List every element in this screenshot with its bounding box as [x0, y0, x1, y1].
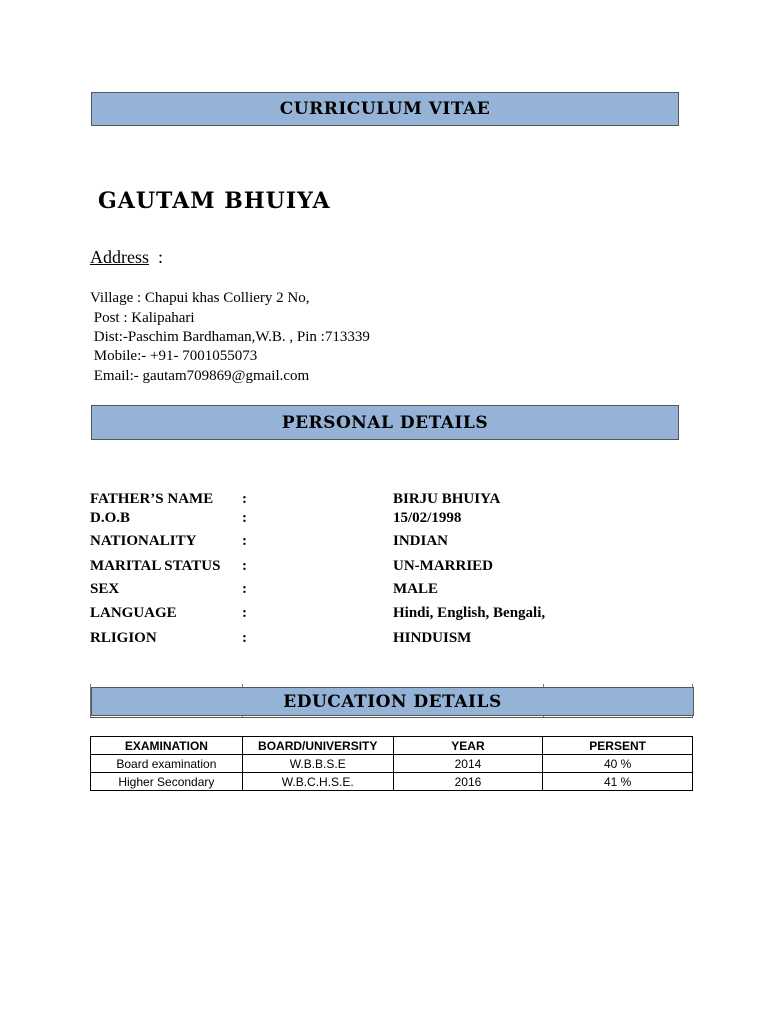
column-header-examination: EXAMINATION [91, 737, 243, 755]
address-line-village: Village : Chapui khas Colliery 2 No, [90, 290, 310, 306]
personal-separator: : [242, 510, 247, 526]
personal-row-father [90, 491, 690, 511]
table-cell: 40 % [543, 755, 693, 773]
personal-value: UN-MARRIED [393, 558, 493, 574]
personal-value: BIRJU BHUIYA [393, 491, 501, 507]
table-border [90, 717, 693, 718]
table-cell: 2014 [393, 755, 543, 773]
personal-separator: : [242, 533, 247, 549]
personal-row-religion [90, 630, 690, 650]
address-line-post: Post : Kalipahari [90, 310, 195, 326]
column-header-year: YEAR [393, 737, 543, 755]
personal-separator: : [242, 581, 247, 597]
address-heading: Address [90, 247, 149, 267]
personal-value: Hindi, English, Bengali, [393, 605, 546, 621]
education-details-heading: EDUCATION DETAILS [283, 691, 502, 712]
table-row [91, 773, 693, 791]
personal-value: HINDUISM [393, 630, 472, 646]
personal-separator: : [242, 491, 247, 507]
table-cell: 2016 [393, 773, 543, 791]
personal-separator: : [242, 558, 247, 574]
personal-separator: : [242, 605, 247, 621]
table-cell: Higher Secondary [91, 773, 243, 791]
personal-details-band [91, 405, 679, 440]
personal-label: NATIONALITY [90, 533, 197, 549]
table-cell: W.B.C.H.S.E. [242, 773, 393, 791]
table-cell: Board examination [91, 755, 243, 773]
address-line-email: Email:- gautam709869@gmail.com [90, 368, 310, 384]
personal-separator: : [242, 630, 247, 646]
personal-value: MALE [393, 581, 438, 597]
column-header-percent: PERSENT [543, 737, 693, 755]
candidate-name: GAUTAM BHUIYA [98, 188, 331, 214]
personal-row-dob [90, 510, 690, 530]
personal-label: D.O.B [90, 510, 131, 526]
personal-row-language [90, 605, 690, 625]
personal-label: RLIGION [90, 630, 157, 646]
personal-row-sex [90, 581, 690, 601]
column-header-board: BOARD/UNIVERSITY [242, 737, 393, 755]
personal-label: SEX [90, 581, 120, 597]
personal-details-heading: PERSONAL DETAILS [281, 412, 489, 433]
education-details-band [91, 687, 694, 716]
education-table [90, 736, 693, 791]
table-cell: W.B.B.S.E [242, 755, 393, 773]
cv-title: CURRICULUM VITAE [279, 99, 491, 119]
address-line-district: Dist:-Paschim Bardhaman,W.B. , Pin :713339 [90, 329, 370, 345]
address-heading-colon: : [158, 247, 164, 267]
personal-label: LANGUAGE [90, 605, 177, 621]
personal-label: FATHER’S NAME [90, 491, 214, 507]
personal-value: INDIAN [393, 533, 449, 549]
table-row [91, 755, 693, 773]
address-line-mobile: Mobile:- +91- 7001055073 [90, 348, 258, 364]
personal-row-nationality [90, 533, 690, 553]
cv-title-band [91, 92, 679, 126]
education-heading-row [90, 684, 693, 718]
personal-value: 15/02/1998 [393, 510, 462, 526]
table-header-row [91, 737, 693, 755]
personal-label: MARITAL STATUS [90, 558, 221, 574]
personal-row-marital-status [90, 558, 690, 578]
table-cell: 41 % [543, 773, 693, 791]
